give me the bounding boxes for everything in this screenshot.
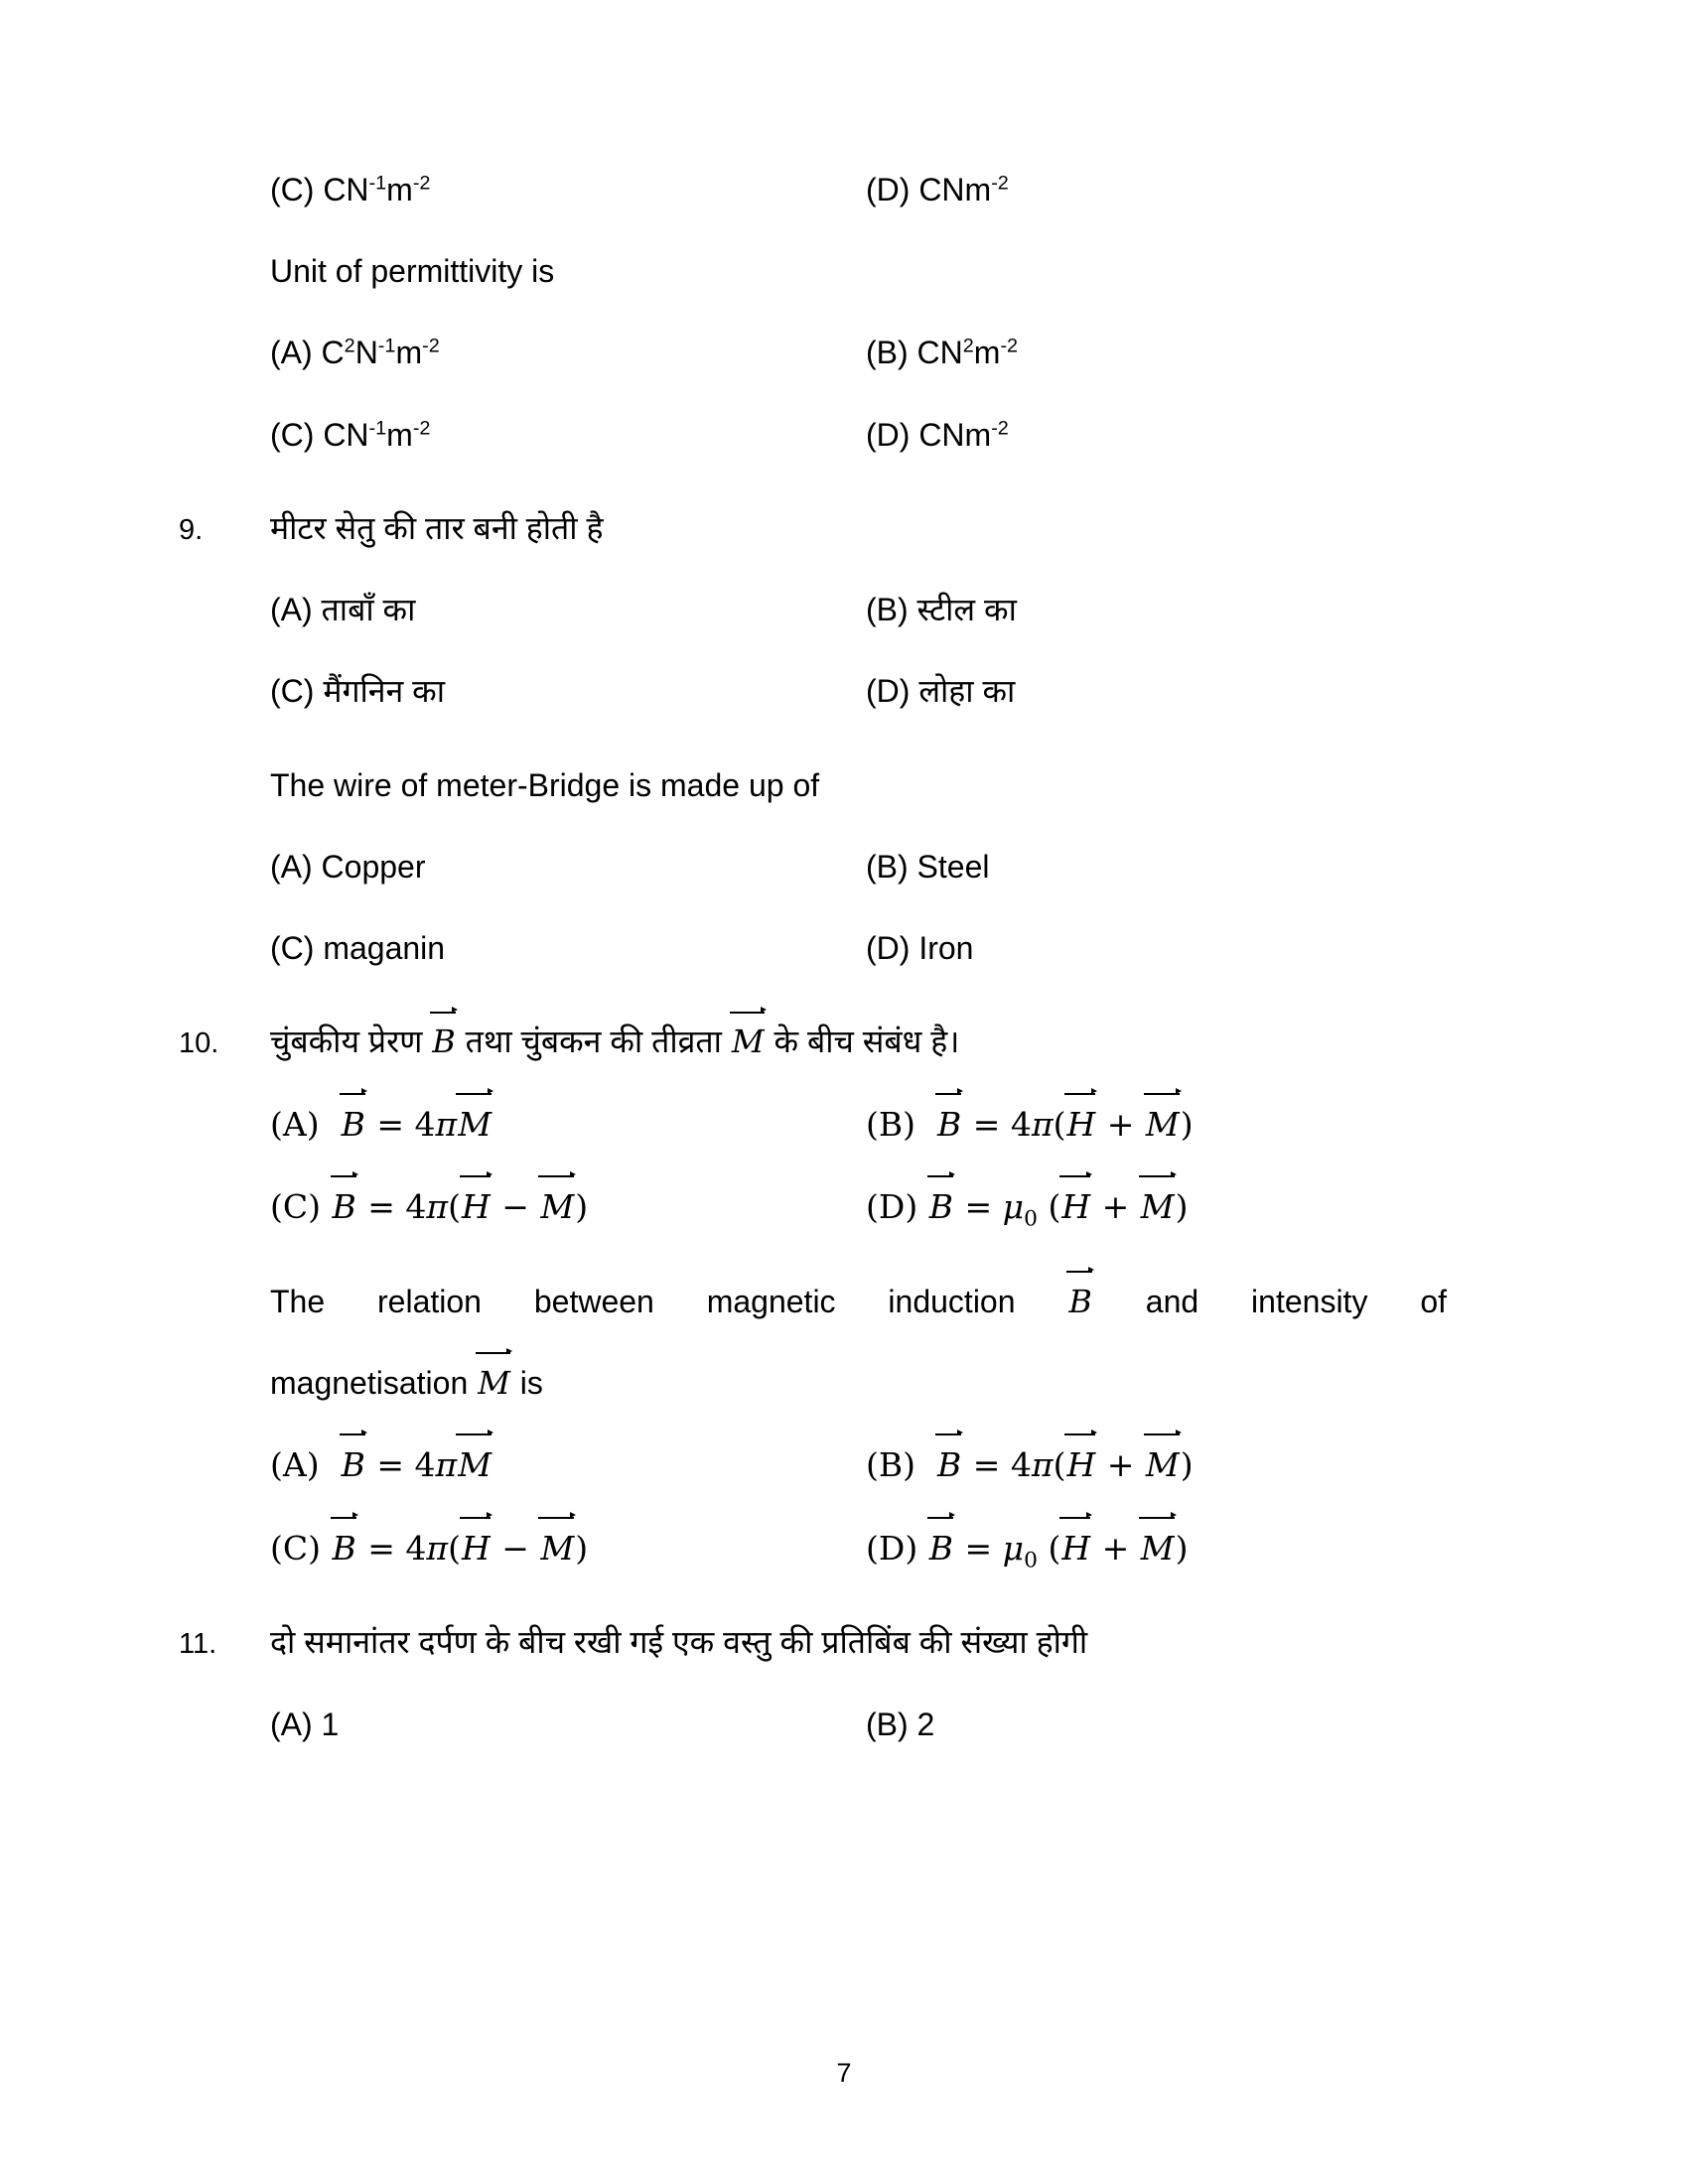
carryover-option-c: [270, 169, 866, 210]
q9-english-option-d: [866, 927, 1509, 969]
superscript: -2: [422, 335, 440, 357]
option-formula: (B) B = 4π(H + M): [866, 1105, 1194, 1144]
q9-english-option-row-ab: [179, 846, 1509, 887]
question-number: 11.: [179, 1628, 217, 1661]
option-value: लोहा का: [918, 673, 1016, 710]
option-value: 1: [321, 1706, 340, 1742]
q9-hindi-option-d: [866, 670, 1509, 712]
superscript: -1: [377, 335, 396, 357]
option-label: (A): [270, 335, 313, 371]
question-number: 9.: [179, 513, 204, 546]
question-text-hindi: मीटर सेतु की तार बनी होती है: [270, 509, 604, 546]
option-value: $CN^2m^{-2}$: [916, 335, 1019, 371]
q9-english-option-row-cd: [179, 927, 1509, 969]
q10-english-text-line2: magnetisation M is: [179, 1362, 1509, 1404]
option-label: (A): [270, 592, 313, 628]
option-label: (B): [866, 848, 909, 885]
option-value: $C^2N^{-1}m^{-2}$: [321, 335, 440, 371]
option-label: (D): [866, 930, 911, 967]
option-value: 2: [916, 1706, 935, 1742]
option-label: (B): [866, 335, 909, 371]
page-number: 7: [836, 2058, 852, 2088]
option-label: (C): [270, 416, 315, 453]
superscript: -2: [412, 172, 431, 195]
option-formula: (D) $B = \mu_0$ (H + M): [866, 1528, 1189, 1573]
superscript: -1: [368, 172, 387, 195]
option-value: मैंगनिन का: [323, 673, 446, 710]
option-label: (A): [270, 1706, 313, 1742]
option-value: $CN^{-1}m^{-2}$: [323, 416, 431, 453]
q10-hindi-option-a: [270, 1103, 866, 1147]
option-value: $CN^{-1}m^{-2}$: [323, 172, 431, 207]
q9-english-text: The wire of meter-Bridge is made up of: [270, 766, 820, 803]
superscript: -2: [412, 417, 431, 440]
vector-b-symbol: B: [431, 1023, 457, 1060]
vector-b-symbol: B: [1067, 1283, 1093, 1320]
option-value: CNm$^{-2}$: [918, 172, 1009, 207]
vector-m-symbol: M: [731, 1023, 766, 1060]
option-label: (C): [270, 673, 315, 710]
q10-english-option-b: [866, 1443, 1509, 1487]
q10-english-option-c: [270, 1527, 866, 1570]
carryover-option-d: [866, 169, 1509, 210]
permittivity-option-b: [866, 332, 1509, 373]
q10-english-option-row-ab: [179, 1443, 1509, 1487]
q11-option-b: [866, 1704, 1509, 1745]
q9-english-option-c: [270, 927, 866, 969]
question-11: [179, 1621, 1509, 1663]
q10-english-option-a: [270, 1443, 866, 1487]
option-formula: (A) B = 4πM: [270, 1105, 492, 1144]
option-label: (D): [866, 416, 911, 453]
option-formula: (C) B = 4π(H − M): [270, 1187, 588, 1226]
option-value: CNm$^{-2}$: [918, 416, 1009, 453]
question-number: 10.: [179, 1027, 219, 1060]
q9-english-option-b: [866, 846, 1509, 887]
superscript: -1: [368, 417, 387, 440]
q9-english-option-a: [270, 846, 866, 887]
option-label: (C): [270, 172, 315, 207]
superscript: -2: [991, 172, 1009, 195]
option-label: (D): [866, 172, 911, 207]
option-label: (B): [866, 592, 909, 628]
option-value: Iron: [918, 930, 974, 967]
option-label: (C): [270, 930, 315, 967]
q9-hindi-option-row-cd: [179, 670, 1509, 712]
permittivity-option-row-cd: [179, 414, 1509, 456]
permittivity-option-d: [866, 414, 1509, 456]
option-formula: (B) B = 4π(H + M): [866, 1445, 1194, 1484]
option-formula: (D) $B = \mu_0$ (H + M): [866, 1187, 1189, 1232]
q10-hindi-option-c: [270, 1185, 866, 1229]
q10-hindi-option-row-cd: [179, 1185, 1509, 1232]
q9-hindi-option-b: [866, 589, 1509, 630]
superscript: 2: [962, 335, 974, 357]
permittivity-option-row-ab: [179, 332, 1509, 373]
question-text-hindi: दो समानांतर दर्पण के बीच रखी गई एक वस्तु की प्रतिबिंब की संख्या होगी: [270, 1624, 1088, 1661]
q9-hindi-option-c: [270, 670, 866, 712]
option-label: (A): [270, 848, 313, 885]
q10-hindi-option-row-ab: [179, 1103, 1509, 1147]
permittivity-option-c: [270, 414, 866, 456]
option-value: Copper: [321, 848, 426, 885]
question-10: [179, 1021, 1509, 1062]
permittivity-option-a: [270, 332, 866, 373]
option-value: maganin: [323, 930, 446, 967]
option-value: स्टील का: [916, 592, 1017, 628]
q11-option-a: [270, 1704, 866, 1745]
carryover-option-row-cd: [179, 169, 1509, 210]
q10-english-option-row-cd: [179, 1527, 1509, 1573]
option-value: ताबाँ का: [321, 592, 416, 628]
option-label: (B): [866, 1706, 909, 1742]
question-9: [179, 507, 1509, 549]
question-text-hindi: चुंबकीय प्रेरण B तथा चुंबकन की तीव्रता M के बीच संबंध है।: [270, 1021, 1509, 1062]
q10-hindi-option-d: [866, 1185, 1509, 1232]
superscript: -2: [991, 417, 1009, 440]
superscript: 2: [344, 335, 355, 357]
q9-hindi-option-row-ab: [179, 589, 1509, 630]
vector-m-symbol: M: [477, 1364, 511, 1402]
q10-english-option-d: [866, 1527, 1509, 1573]
option-label: (D): [866, 673, 911, 710]
q11-option-row-ab: [179, 1704, 1509, 1745]
option-formula: (C) B = 4π(H − M): [270, 1529, 588, 1568]
option-value: Steel: [916, 848, 990, 885]
superscript: -2: [1000, 335, 1019, 357]
permittivity-statement: Unit of permittivity is: [270, 253, 555, 290]
q10-hindi-option-b: [866, 1103, 1509, 1147]
q9-hindi-option-a: [270, 589, 866, 630]
q10-english-text-line1: The relation between magnetic induction B and intensity of: [179, 1281, 1447, 1322]
option-formula: (A) B = 4πM: [270, 1445, 492, 1484]
